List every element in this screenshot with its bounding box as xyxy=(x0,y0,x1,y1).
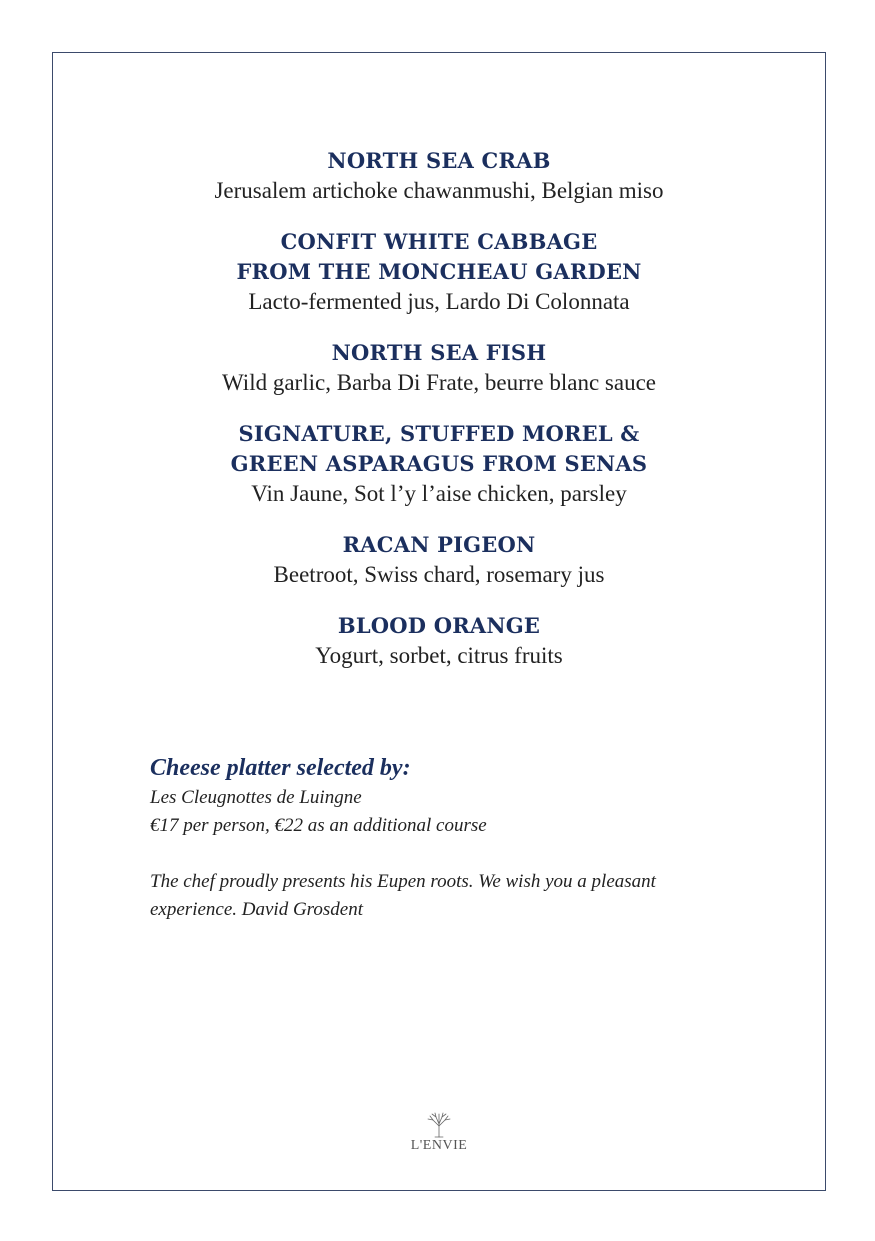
tree-icon xyxy=(424,1112,454,1138)
cheese-producer: Les Cleugnottes de Luingne xyxy=(150,787,362,808)
course-title: CONFIT WHITE CABBAGE xyxy=(280,229,598,254)
course-description: Yogurt, sorbet, citrus fruits xyxy=(315,643,563,668)
course-description: Beetroot, Swiss chard, rosemary jus xyxy=(273,562,605,587)
menu-courses xyxy=(52,146,826,692)
course-description: Lacto-fermented jus, Lardo Di Colonnata xyxy=(248,289,630,314)
course-item xyxy=(52,419,826,509)
course-title: GREEN ASPARAGUS FROM SENAS xyxy=(230,451,648,476)
course-title: NORTH SEA CRAB xyxy=(327,148,551,173)
course-item xyxy=(52,146,826,206)
course-title: SIGNATURE, STUFFED MOREL & xyxy=(238,421,640,446)
cheese-price: €17 per person, €22 as an additional course xyxy=(150,815,487,836)
course-title: NORTH SEA FISH xyxy=(331,340,547,365)
course-title: FROM THE MONCHEAU GARDEN xyxy=(236,259,642,284)
course-item xyxy=(52,611,826,671)
logo-text: L'ENVIE xyxy=(410,1138,468,1153)
course-title: RACAN PIGEON xyxy=(342,532,536,557)
course-title: BLOOD ORANGE xyxy=(337,613,541,638)
course-description: Wild garlic, Barba Di Frate, beurre blanc sauce xyxy=(222,370,656,395)
course-item xyxy=(52,338,826,398)
cheese-title: Cheese platter selected by: xyxy=(150,755,411,781)
course-item xyxy=(52,227,826,317)
restaurant-logo xyxy=(407,1112,471,1154)
course-description: Vin Jaune, Sot l’y l’aise chicken, parsley xyxy=(251,481,627,506)
chef-note: The chef proudly presents his Eupen roots. We wish you a pleasant experience. David Grosdent xyxy=(150,871,656,920)
course-description: Jerusalem artichoke chawanmushi, Belgian miso xyxy=(214,178,664,203)
course-item xyxy=(52,530,826,590)
cheese-section xyxy=(150,752,790,924)
